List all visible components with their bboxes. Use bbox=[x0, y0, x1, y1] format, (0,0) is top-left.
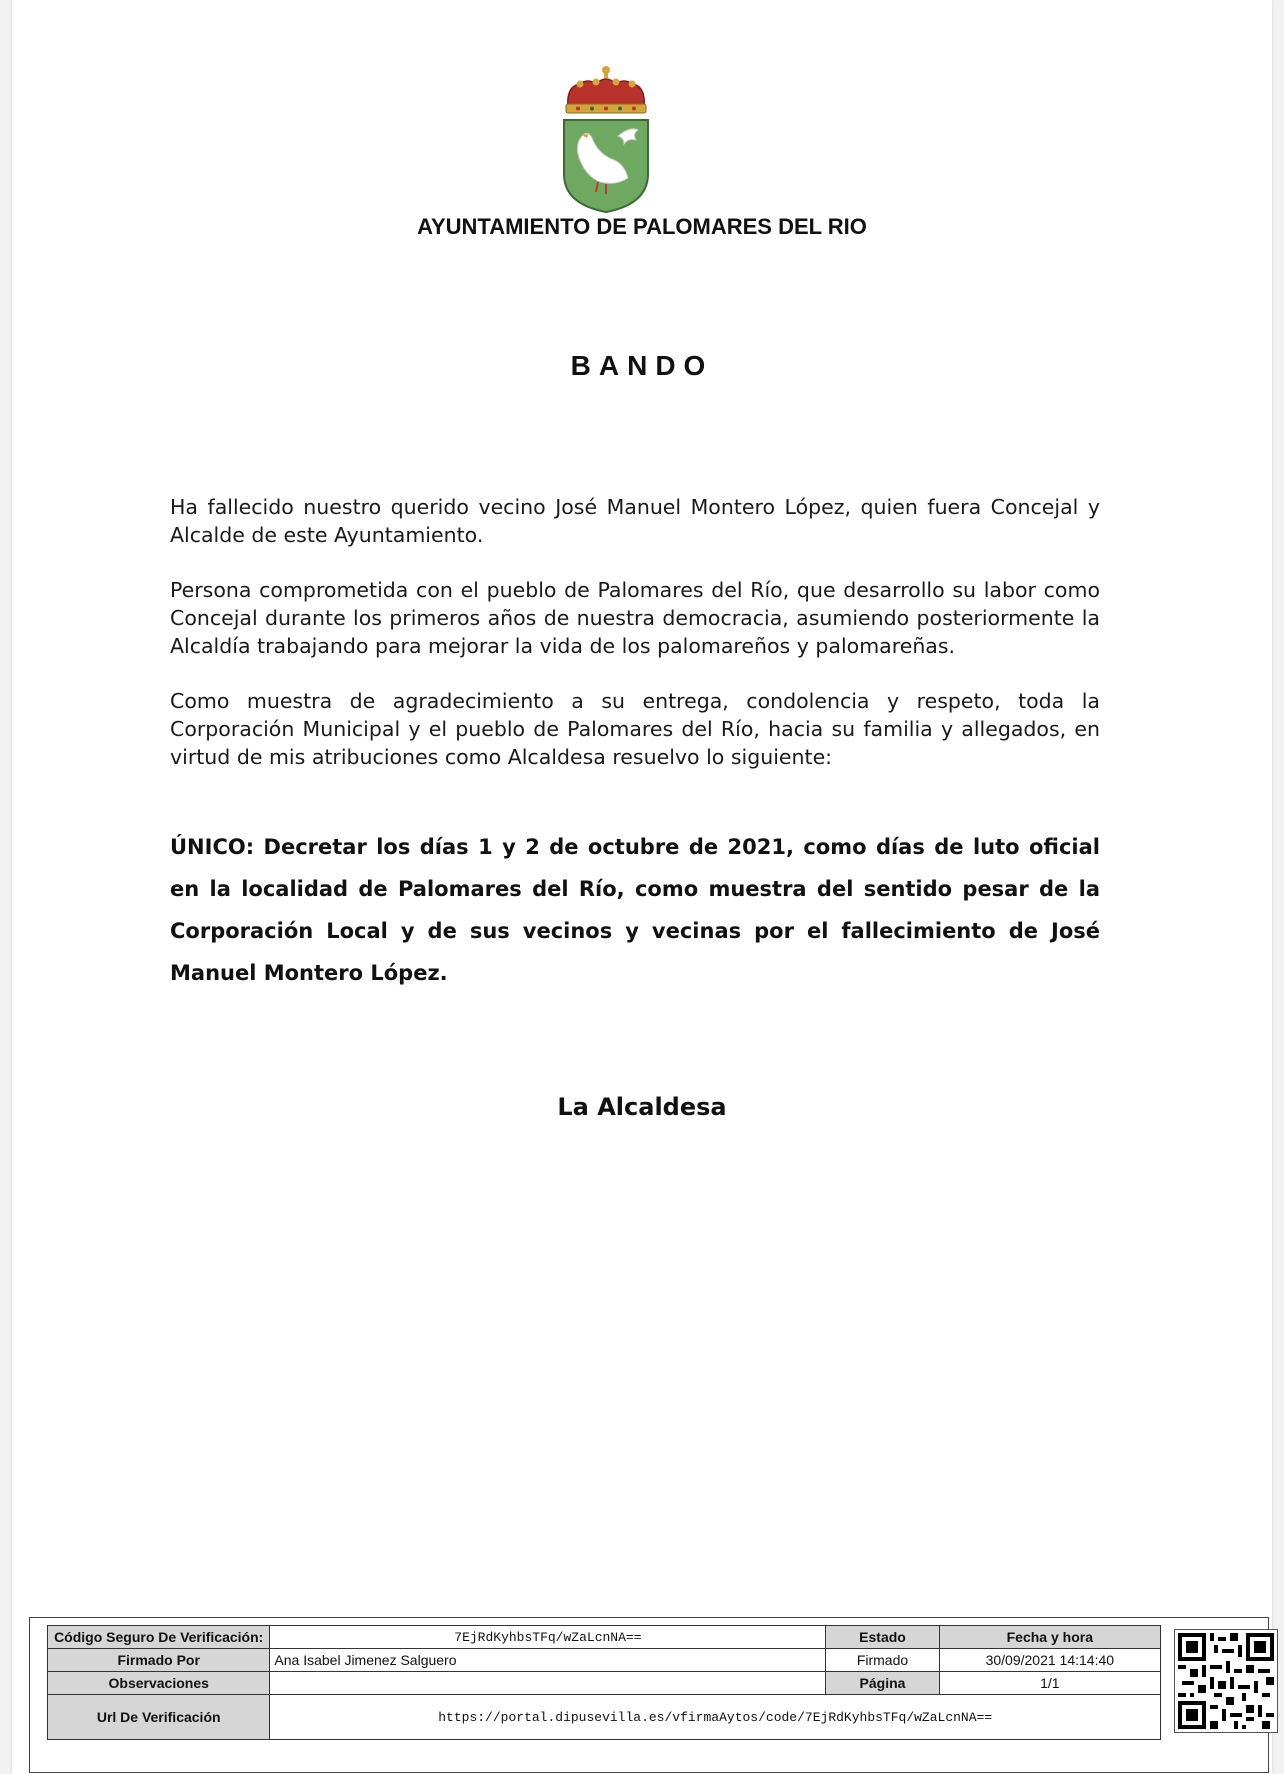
shield-icon bbox=[564, 120, 648, 212]
datetime-label: Fecha y hora bbox=[939, 1626, 1160, 1649]
status-value: Firmado bbox=[826, 1649, 939, 1672]
document-title: BANDO bbox=[570, 350, 714, 381]
qr-code bbox=[1174, 1629, 1278, 1733]
paragraph: Ha fallecido nuestro querido vecino José Manuel Montero López, quien fuera Concejal y Alcalde de este Ayuntamiento. bbox=[170, 495, 1100, 547]
paragraph: Como muestra de agradecimiento a su entrega, condolencia y respeto, toda la Corporación Municipal y el pueblo de Palomares del Río, hacia su familia y allegados, en virtud de mis atribuciones como Alcaldesa resuelvo lo siguiente: bbox=[170, 689, 1100, 769]
table-row bbox=[48, 1672, 1161, 1695]
table-row bbox=[48, 1626, 1161, 1649]
table-row bbox=[48, 1649, 1161, 1672]
paragraph: Persona comprometida con el pueblo de Palomares del Río, que desarrollo su labor como Concejal durante los primeros años de nuestra democracia, asumiendo posteriormente la Alcaldía trabajando para mejorar la vida de los palomareños y palomareñas. bbox=[170, 578, 1100, 658]
signed-by-value: Ana Isabel Jimenez Salguero bbox=[270, 1649, 826, 1672]
page-value: 1/1 bbox=[939, 1672, 1160, 1695]
url-label: Url De Verificación bbox=[48, 1695, 270, 1740]
body-paragraphs bbox=[170, 493, 1100, 798]
datetime-value: 30/09/2021 14:14:40 bbox=[939, 1649, 1160, 1672]
organization-name: AYUNTAMIENTO DE PALOMARES DEL RIO bbox=[417, 214, 867, 239]
code-value: 7EjRdKyhbsTFq/wZaLcnNA== bbox=[270, 1626, 826, 1649]
signature-line: La Alcaldesa bbox=[557, 1093, 727, 1121]
code-label: Código Seguro De Verificación: bbox=[48, 1626, 270, 1649]
coat-of-arms-logo bbox=[558, 64, 654, 214]
status-label: Estado bbox=[826, 1626, 939, 1649]
table-row bbox=[48, 1695, 1161, 1740]
verification-block bbox=[29, 1617, 1269, 1773]
page-label: Página bbox=[826, 1672, 939, 1695]
qr-code-icon bbox=[1178, 1633, 1274, 1729]
decree-text: ÚNICO: Decretar los días 1 y 2 de octubre de 2021, como días de luto oficial en la localidad de Palomares del Río, como muestra del sentido pesar de la Corporación Local y de sus vecinos y vecinas por el fallecimiento de José Manuel Montero López. bbox=[170, 835, 1100, 985]
url-value[interactable]: https://portal.dipusevilla.es/vfirmaAytos/code/7EjRdKyhbsTFq/wZaLcnNA== bbox=[270, 1695, 1161, 1740]
verification-table bbox=[47, 1625, 1161, 1740]
crown-icon bbox=[566, 66, 646, 113]
observations-value bbox=[270, 1672, 826, 1695]
observations-label: Observaciones bbox=[48, 1672, 270, 1695]
signed-by-label: Firmado Por bbox=[48, 1649, 270, 1672]
document-page bbox=[12, 0, 1272, 1774]
